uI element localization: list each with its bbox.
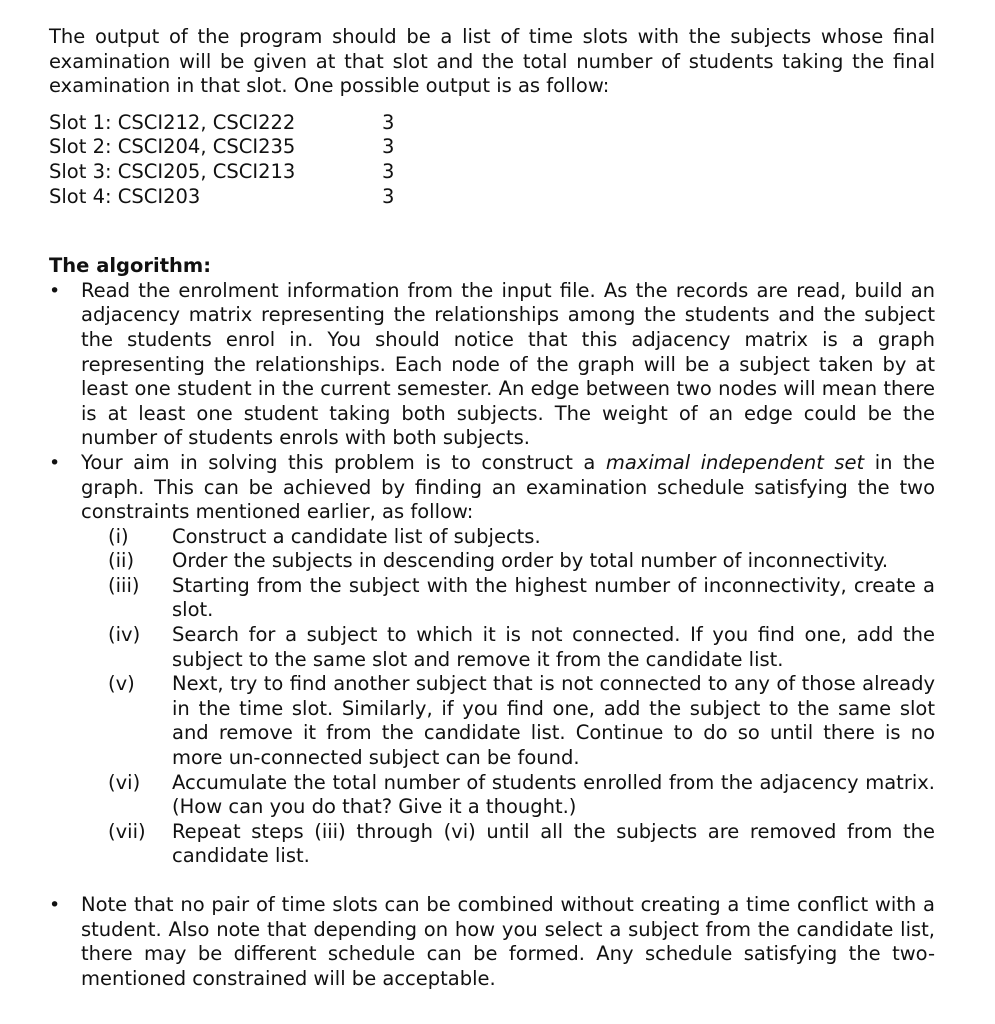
step-number: (iii) — [108, 573, 140, 597]
bullet-marker: • — [49, 279, 61, 302]
step-item — [108, 623, 935, 672]
step-item — [108, 771, 935, 820]
step-item — [108, 820, 935, 869]
algorithm-heading: The algorithm: — [49, 254, 212, 278]
slot-output-list — [49, 111, 449, 209]
step-number: (vi) — [108, 770, 141, 794]
step-text: Accumulate the total number of students enrolled from the adjacency matrix. (How can you do that? Give it a thought.) — [172, 770, 935, 819]
bullet-marker: • — [49, 451, 61, 474]
step-text: Construct a candidate list of subjects. — [172, 524, 541, 548]
step-text: Search for a subject to which it is not connected. If you find one, add the subject to the same slot and remove it from the candidate list. — [172, 623, 935, 671]
slot-label: Slot 1: CSCI212, CSCI222 — [49, 110, 296, 134]
emphasis-term: maximal independent set — [605, 450, 865, 474]
algorithm-steps-list — [108, 525, 935, 869]
bullet-marker: • — [49, 894, 61, 916]
step-number: (i) — [108, 524, 129, 548]
slot-row — [49, 185, 449, 210]
step-item — [108, 549, 935, 574]
bullet-text: Read the enrolment information from the input file. As the records are read, build an adjacency matrix representing the relationships among the students and the subject the students enrol in. You should notice that this adjacency matrix is a graph representing the relationships. Each node of the graph will be a subject taken by at least one student in the current semester. An edge between two nodes will mean there is at least one student taking both subjects. The weight of an edge could be the number of students enrols with both subjects. — [81, 278, 935, 450]
step-text: Order the subjects in descending order by total number of inconnectivity. — [172, 549, 889, 573]
slot-row — [49, 111, 449, 136]
step-number: (ii) — [108, 549, 135, 573]
step-item — [108, 574, 935, 623]
bullet-text-end: in the graph. This can be achieved by finding an examination schedule satisfying the two constraints mentioned earlier, as follow: — [81, 450, 935, 524]
slot-count: 3 — [382, 135, 395, 159]
step-item — [108, 525, 935, 550]
slot-count: 3 — [382, 159, 395, 183]
bullet-text — [81, 451, 935, 525]
algorithm-bullet-list — [49, 279, 935, 992]
step-text: Starting from the subject with the highest number of inconnectivity, create a slot. — [172, 573, 935, 622]
step-text: Next, try to find another subject that is not connected to any of those already in the time slot. Similarly, if you find one, add the subject to the same slot and remove it from the candidate list. Continue to do so until there is no more un-connected subject can be found. — [172, 672, 935, 770]
step-number: (v) — [108, 672, 135, 696]
document-page — [49, 25, 935, 991]
slot-row — [49, 135, 449, 160]
intro-paragraph: The output of the program should be a list of time slots with the subjects whose final examination will be given at that slot and the total number of students taking the final examination in that slot. One possible output is as follow: — [49, 25, 935, 98]
slot-label: Slot 4: CSCI203 — [49, 184, 201, 208]
slot-row — [49, 160, 449, 185]
step-text: Repeat steps (iii) through (vi) until all the subjects are removed from the candidate list. — [172, 819, 935, 868]
step-item — [108, 672, 935, 770]
step-number: (iv) — [108, 623, 141, 647]
slot-label: Slot 2: CSCI204, CSCI235 — [49, 135, 296, 159]
bullet-text-start: Your aim in solving this problem is to construct a — [81, 450, 606, 474]
slot-count: 3 — [382, 184, 395, 208]
step-number: (vii) — [108, 819, 146, 843]
bullet-item-note — [49, 893, 935, 991]
bullet-item-aim — [49, 451, 935, 869]
slot-label: Slot 3: CSCI205, CSCI213 — [49, 159, 296, 183]
bullet-text: Note that no pair of time slots can be combined without creating a time conflict with a student. Also note that depending on how you select a subject from the candidate list, there may be different schedule can be formed. Any schedule satisfying the two-mentioned constrained will be acceptable. — [81, 893, 935, 990]
bullet-item-read-enrolment — [49, 279, 935, 451]
slot-count: 3 — [382, 110, 395, 134]
